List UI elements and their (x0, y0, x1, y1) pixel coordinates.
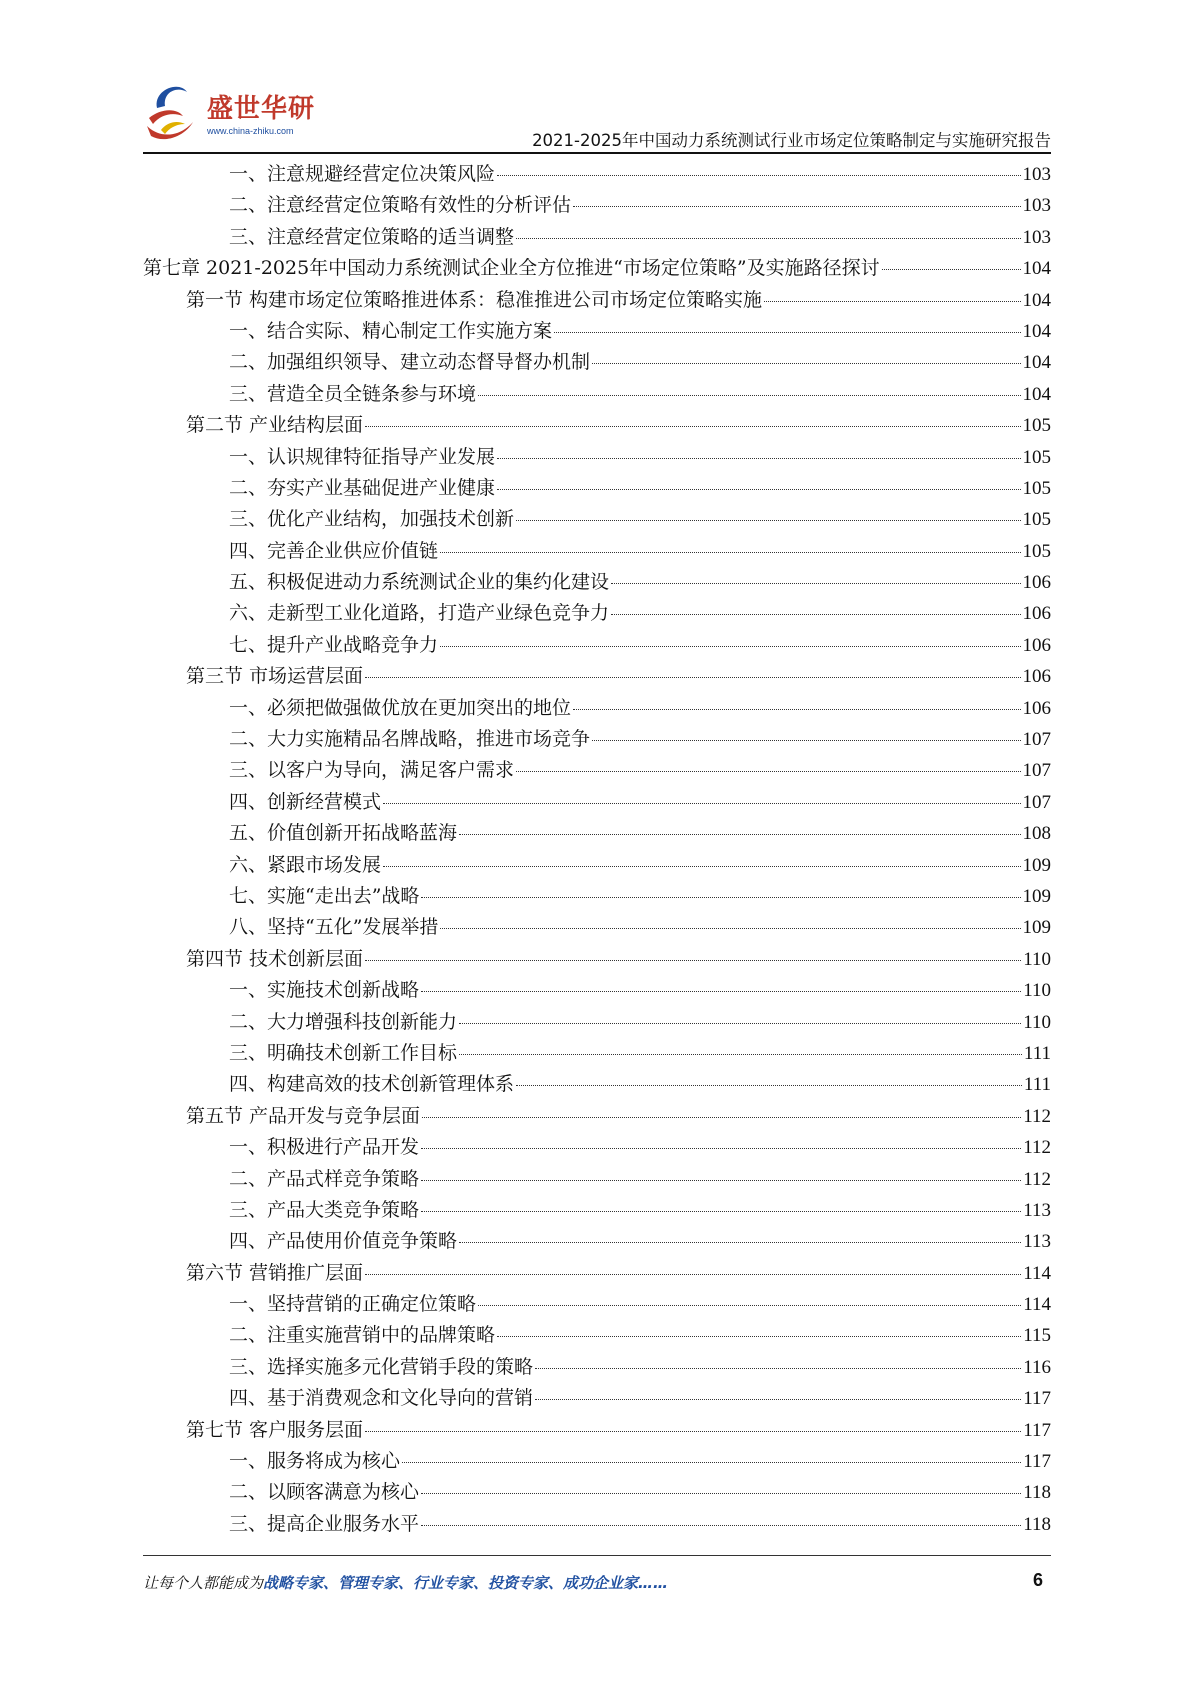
toc-subsection-entry[interactable] (143, 567, 1051, 598)
toc-dot-leader (383, 866, 1020, 867)
toc-entry-page: 110 (1023, 1011, 1051, 1033)
toc-dot-leader (497, 175, 1020, 176)
toc-entry-page: 107 (1022, 760, 1051, 782)
toc-entry-page: 117 (1023, 1388, 1051, 1410)
toc-entry-title: 三、以客户为导向，满足客户需求 (229, 759, 515, 782)
toc-entry-page: 103 (1022, 226, 1051, 248)
toc-dot-leader (573, 709, 1020, 710)
toc-subsection-entry[interactable] (143, 473, 1051, 504)
toc-dot-leader (764, 301, 1020, 302)
toc-dot-leader (478, 1305, 1021, 1306)
toc-entry-page: 104 (1022, 352, 1051, 374)
toc-entry-title: 第五节 产品开发与竞争层面 (186, 1104, 421, 1127)
toc-entry-title: 三、优化产业结构，加强技术创新 (229, 508, 515, 531)
toc-dot-leader (592, 740, 1020, 741)
toc-dot-leader (592, 363, 1020, 364)
toc-entry-title: 第一节 构建市场定位策略推进体系：稳准推进公司市场定位策略实施 (186, 288, 763, 311)
toc-dot-leader (440, 552, 1020, 553)
toc-entry-page: 116 (1023, 1356, 1051, 1378)
toc-entry-page: 114 (1023, 1294, 1051, 1316)
footer-tagline-highlight: 战略专家、管理专家、行业专家、投资专家、成功企业家…… (263, 1574, 669, 1592)
footer-tagline-prefix: 让每个人都能成为 (143, 1574, 264, 1592)
toc-subsection-entry[interactable] (143, 1164, 1051, 1195)
toc-chapter-entry[interactable] (143, 253, 1051, 284)
toc-dot-leader (365, 1431, 1021, 1432)
toc-subsection-entry[interactable] (143, 442, 1051, 473)
toc-entry-page: 112 (1023, 1137, 1051, 1159)
toc-subsection-entry[interactable] (143, 1226, 1051, 1257)
toc-dot-leader (459, 834, 1020, 835)
toc-entry-title: 五、价值创新开拓战略蓝海 (229, 822, 458, 845)
toc-entry-page: 106 (1022, 697, 1051, 719)
toc-entry-page: 106 (1022, 666, 1051, 688)
toc-subsection-entry[interactable] (143, 1446, 1051, 1477)
toc-dot-leader (516, 520, 1020, 521)
toc-entry-title: 五、积极促进动力系统测试企业的集约化建设 (229, 571, 610, 594)
toc-entry-title: 八、坚持“五化”发展举措 (229, 916, 439, 939)
toc-entry-page: 103 (1022, 195, 1051, 217)
toc-entry-title: 第二节 产业结构层面 (186, 414, 364, 437)
toc-entry-page: 118 (1023, 1482, 1051, 1504)
toc-dot-leader (497, 1336, 1021, 1337)
toc-dot-leader (365, 677, 1020, 678)
toc-dot-leader (421, 897, 1020, 898)
toc-entry-title: 一、必须把做强做优放在更加突出的地位 (229, 696, 572, 719)
toc-entry-page: 117 (1023, 1451, 1051, 1473)
toc-subsection-entry[interactable] (143, 881, 1051, 912)
toc-entry-title: 一、结合实际、精心制定工作实施方案 (229, 319, 553, 342)
toc-subsection-entry[interactable] (143, 536, 1051, 567)
footer-tagline (143, 1572, 668, 1593)
toc-dot-leader (535, 1368, 1021, 1369)
toc-subsection-entry[interactable] (143, 1352, 1051, 1383)
toc-entry-page: 104 (1022, 383, 1051, 405)
toc-entry-title: 第七节 客户服务层面 (186, 1418, 364, 1441)
toc-entry-title: 六、紧跟市场发展 (229, 853, 382, 876)
toc-subsection-entry[interactable] (143, 222, 1051, 253)
toc-dot-leader (497, 489, 1020, 490)
footer-divider (143, 1555, 1051, 1556)
toc-subsection-entry[interactable] (143, 1477, 1051, 1508)
toc-entry-page: 118 (1023, 1513, 1051, 1535)
toc-entry-page: 104 (1022, 289, 1051, 311)
toc-entry-title: 三、产品大类竞争策略 (229, 1198, 420, 1221)
toc-entry-page: 104 (1022, 258, 1051, 280)
toc-entry-page: 111 (1023, 1074, 1051, 1096)
toc-dot-leader (459, 1242, 1021, 1243)
document-title: 2021-2025年中国动力系统测试行业市场定位策略制定与实施研究报告 (532, 131, 1051, 150)
toc-dot-leader (516, 771, 1020, 772)
toc-dot-leader (421, 991, 1021, 992)
toc-subsection-entry[interactable] (143, 693, 1051, 724)
toc-dot-leader (516, 238, 1020, 239)
toc-subsection-entry[interactable] (143, 1320, 1051, 1351)
toc-dot-leader (535, 1399, 1021, 1400)
toc-subsection-entry[interactable] (143, 1383, 1051, 1414)
toc-dot-leader (440, 928, 1020, 929)
toc-dot-leader (459, 1054, 1022, 1055)
toc-dot-leader (383, 803, 1020, 804)
toc-dot-leader (459, 1023, 1021, 1024)
toc-subsection-entry[interactable] (143, 975, 1051, 1006)
toc-entry-title: 七、实施“走出去”战略 (229, 884, 420, 907)
toc-entry-page: 111 (1023, 1042, 1051, 1064)
toc-subsection-entry[interactable] (143, 1007, 1051, 1038)
toc-subsection-entry[interactable] (143, 755, 1051, 786)
toc-entry-title: 四、完善企业供应价值链 (229, 539, 439, 562)
toc-subsection-entry[interactable] (143, 630, 1051, 661)
toc-subsection-entry[interactable] (143, 818, 1051, 849)
toc-entry-page: 105 (1022, 415, 1051, 437)
toc-entry-title: 三、营造全员全链条参与环境 (229, 382, 477, 405)
toc-dot-leader (421, 1525, 1021, 1526)
toc-section-entry[interactable] (143, 285, 1051, 316)
logo-name: 盛世华研 (207, 94, 316, 124)
toc-entry-page: 112 (1023, 1168, 1051, 1190)
toc-dot-leader (421, 1211, 1021, 1212)
toc-section-entry[interactable] (143, 1415, 1051, 1446)
toc-entry-page: 106 (1022, 634, 1051, 656)
logo-url: www.china-zhiku.com (207, 126, 294, 136)
toc-entry-title: 三、提高企业服务水平 (229, 1512, 420, 1535)
toc-entry-title: 第六节 营销推广层面 (186, 1261, 364, 1284)
toc-dot-leader (365, 426, 1020, 427)
toc-entry-page: 113 (1023, 1231, 1051, 1253)
toc-entry-title: 一、认识规律特征指导产业发展 (229, 445, 496, 468)
toc-entry-title: 四、产品使用价值竞争策略 (229, 1230, 458, 1253)
logo-emblem-icon (143, 78, 207, 150)
toc-subsection-entry[interactable] (143, 1038, 1051, 1069)
toc-entry-page: 113 (1023, 1199, 1051, 1221)
toc-entry-page: 112 (1023, 1105, 1051, 1127)
toc-entry-page: 109 (1022, 917, 1051, 939)
toc-subsection-entry[interactable] (143, 1069, 1051, 1100)
toc-section-entry[interactable] (143, 1258, 1051, 1289)
toc-entry-title: 六、走新型工业化道路，打造产业绿色竞争力 (229, 602, 610, 625)
toc-entry-title: 第三节 市场运营层面 (186, 665, 364, 688)
toc-entry-page: 117 (1023, 1419, 1051, 1441)
toc-dot-leader (611, 583, 1020, 584)
toc-subsection-entry[interactable] (143, 379, 1051, 410)
toc-dot-leader (573, 206, 1020, 207)
toc-subsection-entry[interactable] (143, 1509, 1051, 1540)
toc-section-entry[interactable] (143, 661, 1051, 692)
toc-entry-title: 七、提升产业战略竞争力 (229, 633, 439, 656)
toc-subsection-entry[interactable] (143, 347, 1051, 378)
toc-entry-title: 四、创新经营模式 (229, 790, 382, 813)
toc-subsection-entry[interactable] (143, 1195, 1051, 1226)
toc-entry-title: 一、积极进行产品开发 (229, 1136, 420, 1159)
toc-entry-page: 105 (1022, 446, 1051, 468)
toc-entry-title: 一、坚持营销的正确定位策略 (229, 1293, 477, 1316)
toc-subsection-entry[interactable] (143, 598, 1051, 629)
toc-entry-page: 105 (1022, 540, 1051, 562)
toc-dot-leader (421, 1180, 1021, 1181)
toc-entry-page: 106 (1022, 603, 1051, 625)
toc-entry-title: 三、注意经营定位策略的适当调整 (229, 225, 515, 248)
toc-entry-title: 二、注重实施营销中的品牌策略 (229, 1324, 496, 1347)
toc-subsection-entry[interactable] (143, 316, 1051, 347)
toc-dot-leader (365, 960, 1021, 961)
company-logo (143, 78, 316, 152)
toc-entry-page: 103 (1022, 164, 1051, 185)
header-divider (143, 152, 1051, 154)
toc-entry-page: 109 (1022, 854, 1051, 876)
toc-dot-leader (421, 1148, 1021, 1149)
toc-dot-leader (611, 614, 1020, 615)
toc-entry-page: 107 (1022, 729, 1051, 751)
toc-section-entry[interactable] (143, 944, 1051, 975)
toc-entry-title: 第四节 技术创新层面 (186, 947, 364, 970)
toc-entry-page: 105 (1022, 477, 1051, 499)
toc-dot-leader (440, 646, 1020, 647)
toc-entry-page: 107 (1022, 791, 1051, 813)
toc-dot-leader (421, 1493, 1021, 1494)
toc-dot-leader (478, 395, 1020, 396)
toc-entry-page: 104 (1022, 320, 1051, 342)
toc-entry-page: 115 (1023, 1325, 1051, 1347)
toc-entry-title: 四、构建高效的技术创新管理体系 (229, 1073, 515, 1096)
toc-entry-page: 105 (1022, 509, 1051, 531)
toc-dot-leader (402, 1462, 1021, 1463)
toc-entry-title: 第七章 2021-2025年中国动力系统测试企业全方位推进“市场定位策略”及实施路径探讨 (143, 257, 880, 280)
page-number: 6 (1032, 1570, 1043, 1590)
toc-entry-page: 106 (1022, 572, 1051, 594)
toc-entry-title: 二、产品式样竞争策略 (229, 1167, 420, 1190)
toc-entry-page: 109 (1022, 885, 1051, 907)
toc-dot-leader (882, 269, 1021, 270)
toc-subsection-entry[interactable] (143, 190, 1051, 221)
toc-subsection-entry[interactable] (143, 850, 1051, 881)
table-of-contents (143, 159, 1051, 1540)
toc-entry-title: 一、实施技术创新战略 (229, 979, 420, 1002)
toc-entry-title: 三、选择实施多元化营销手段的策略 (229, 1355, 534, 1378)
toc-subsection-entry[interactable] (143, 1132, 1051, 1163)
toc-subsection-entry[interactable] (143, 787, 1051, 818)
toc-subsection-entry[interactable] (143, 504, 1051, 535)
toc-entry-title: 二、加强组织领导、建立动态督导督办机制 (229, 351, 591, 374)
toc-dot-leader (365, 1274, 1021, 1275)
toc-entry-title: 一、注意规避经营定位决策风险 (229, 163, 496, 185)
toc-entry-title: 一、服务将成为核心 (229, 1450, 401, 1473)
toc-subsection-entry[interactable] (143, 724, 1051, 755)
toc-section-entry[interactable] (143, 410, 1051, 441)
toc-dot-leader (554, 332, 1020, 333)
toc-entry-page: 110 (1023, 980, 1051, 1002)
toc-entry-title: 二、以顾客满意为核心 (229, 1481, 420, 1504)
toc-entry-title: 二、夯实产业基础促进产业健康 (229, 476, 496, 499)
toc-entry-title: 二、大力实施精品名牌战略，推进市场竞争 (229, 728, 591, 751)
toc-subsection-entry[interactable] (143, 912, 1051, 943)
toc-dot-leader (422, 1117, 1021, 1118)
toc-entry-title: 二、大力增强科技创新能力 (229, 1010, 458, 1033)
toc-entry-title: 三、明确技术创新工作目标 (229, 1041, 458, 1064)
toc-section-entry[interactable] (143, 1101, 1051, 1132)
toc-entry-title: 二、注意经营定位策略有效性的分析评估 (229, 194, 572, 217)
toc-entry-page: 110 (1023, 948, 1051, 970)
toc-dot-leader (516, 1085, 1022, 1086)
toc-subsection-entry[interactable] (143, 1289, 1051, 1320)
toc-entry-page: 108 (1022, 823, 1051, 845)
toc-entry-title: 四、基于消费观念和文化导向的营销 (229, 1387, 534, 1410)
toc-dot-leader (497, 458, 1020, 459)
toc-entry-page: 114 (1023, 1262, 1051, 1284)
toc-subsection-entry[interactable] (143, 159, 1051, 190)
